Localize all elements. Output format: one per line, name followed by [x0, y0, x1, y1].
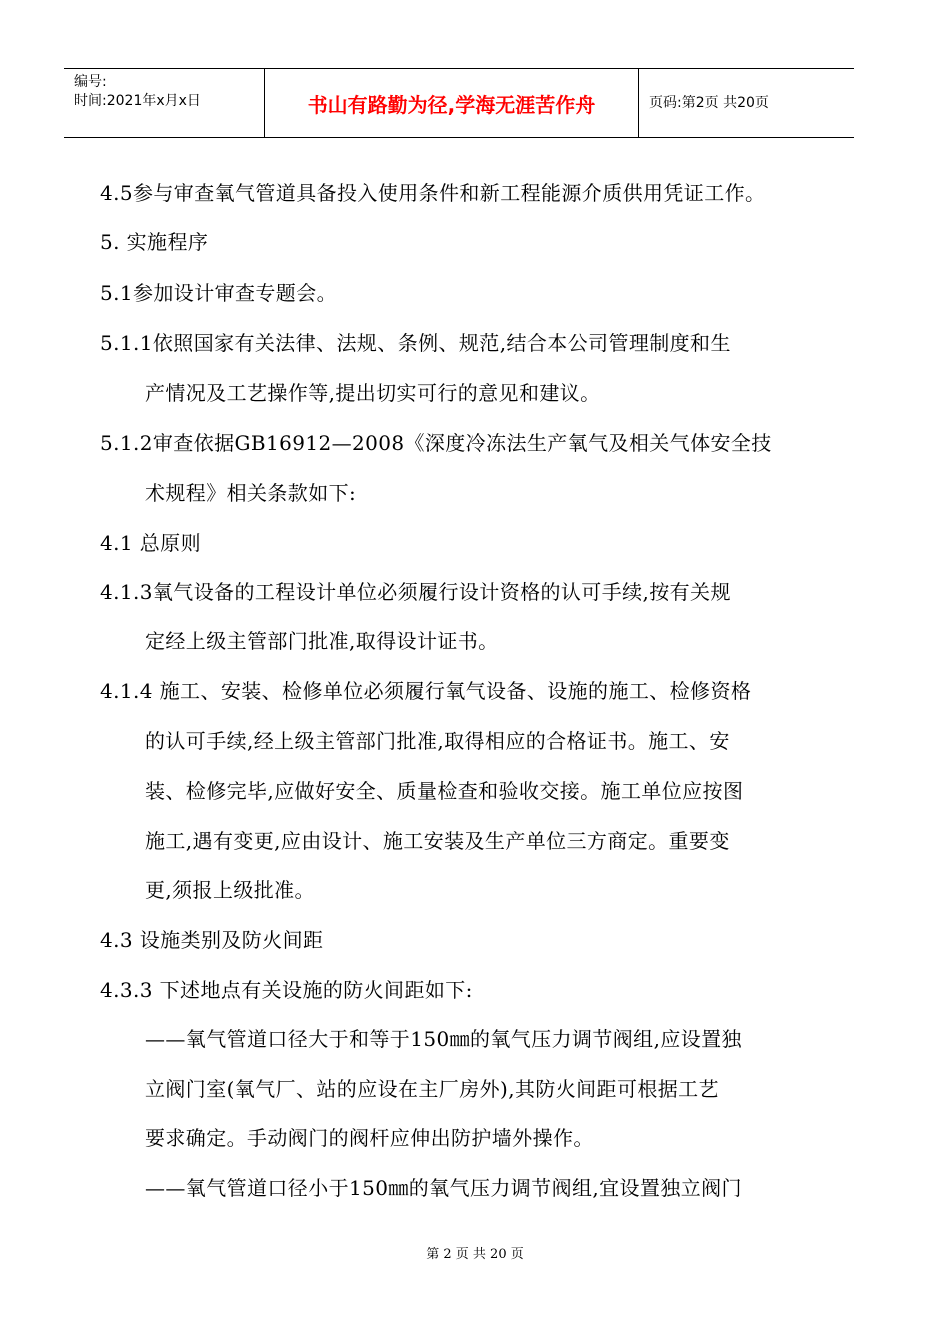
- page-footer: 第 2 页 共 20 页: [426, 1247, 524, 1262]
- page-header: [64, 68, 854, 138]
- paragraph-continuation: 更,须报上级批准。: [145, 878, 315, 902]
- subsection-heading: 5.1参加设计审查专题会。: [100, 281, 338, 305]
- paragraph-line: 4.3.3 下述地点有关设施的防火间距如下:: [100, 978, 473, 1002]
- list-item-line: ——氧气管道口径大于和等于150㎜的氧气压力调节阀组,应设置独: [145, 1027, 742, 1051]
- header-motto: 书山有路勤为径,学海无涯苦作舟: [307, 93, 596, 117]
- paragraph-continuation: 术规程》相关条款如下:: [145, 481, 357, 505]
- header-page-cell: [639, 69, 854, 137]
- paragraph-continuation: 施工,遇有变更,应由设计、施工安装及生产单位三方商定。重要变: [145, 829, 730, 853]
- list-item-line: ——氧气管道口径小于150㎜的氧气压力调节阀组,宜设置独立阀门: [145, 1176, 742, 1200]
- section-heading: 5. 实施程序: [100, 230, 209, 254]
- document-time-label: 时间:2021年x月x日: [74, 93, 201, 109]
- paragraph-line: 4.1.4 施工、安装、检修单位必须履行氧气设备、设施的施工、检修资格: [100, 679, 752, 703]
- paragraph-continuation: 定经上级主管部门批准,取得设计证书。: [145, 629, 499, 653]
- paragraph-continuation: 产情况及工艺操作等,提出切实可行的意见和建议。: [145, 381, 601, 405]
- paragraph-continuation: 要求确定。手动阀门的阀杆应伸出防护墙外操作。: [145, 1126, 594, 1150]
- paragraph-continuation: 立阀门室(氧气厂、站的应设在主厂房外),其防火间距可根据工艺: [145, 1077, 719, 1101]
- paragraph-line: 4.5参与审查氧气管道具备投入使用条件和新工程能源介质供用凭证工作。: [100, 181, 766, 205]
- header-page-info: 页码:第2页 共20页: [649, 95, 769, 111]
- header-motto-cell: [264, 69, 639, 137]
- paragraph-continuation: 装、检修完毕,应做好安全、质量检查和验收交接。施工单位应按图: [145, 779, 744, 803]
- paragraph-line: 4.1.3氧气设备的工程设计单位必须履行设计资格的认可手续,按有关规: [100, 580, 731, 604]
- clause-heading: 4.1 总原则: [100, 531, 201, 555]
- header-left-cell: [64, 69, 264, 137]
- clause-heading: 4.3 设施类别及防火间距: [100, 928, 324, 952]
- paragraph-continuation: 的认可手续,经上级主管部门批准,取得相应的合格证书。施工、安: [145, 729, 730, 753]
- paragraph-line: 5.1.1依照国家有关法律、法规、条例、规范,结合本公司管理制度和生: [100, 331, 731, 355]
- document-code-label: 编号:: [74, 74, 107, 90]
- paragraph-line: 5.1.2审查依据GB16912—2008《深度冷冻法生产氧气及相关气体安全技: [100, 431, 772, 455]
